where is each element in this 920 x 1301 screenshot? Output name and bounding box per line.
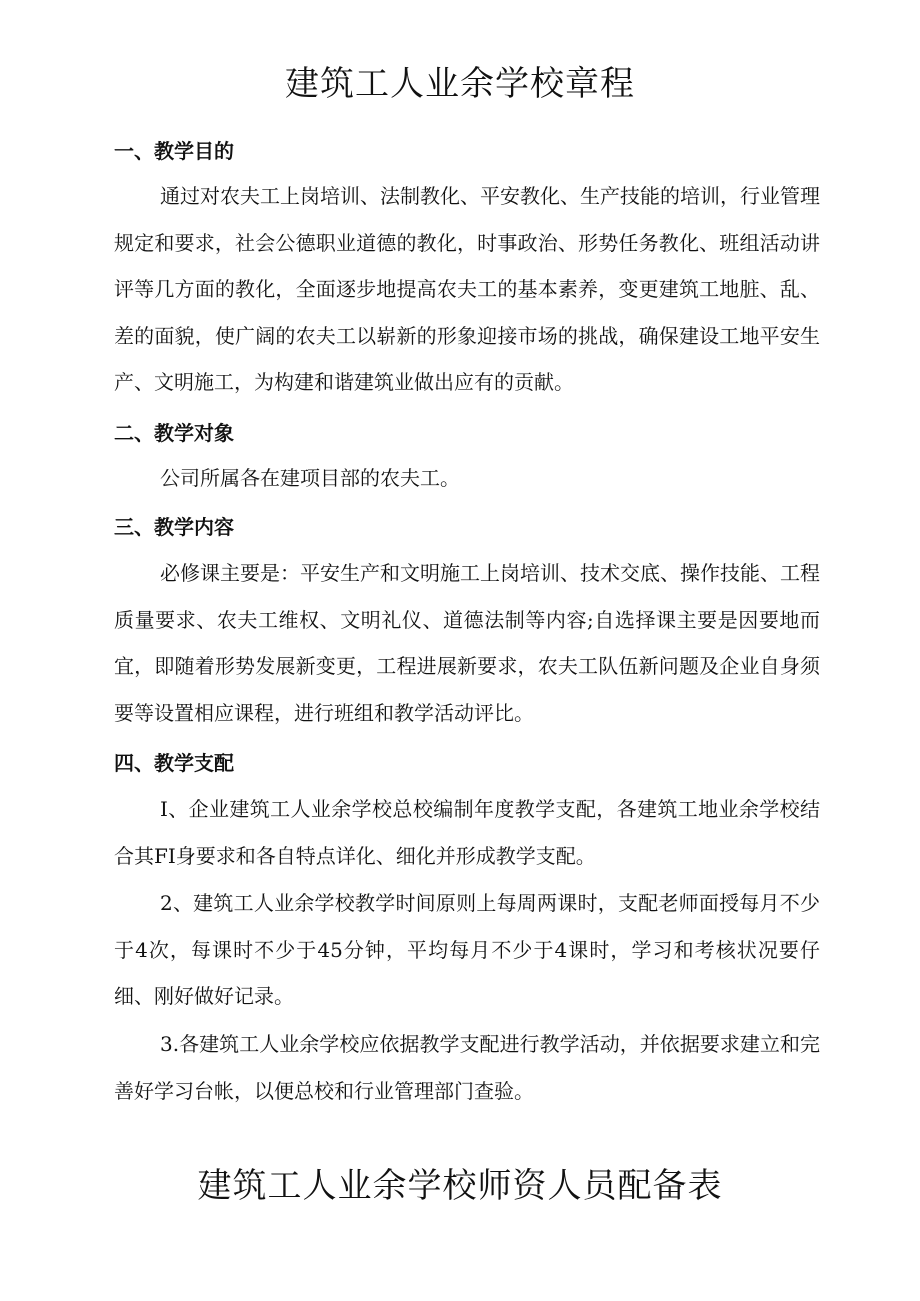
staffing-table-title: 建筑工人业余学校师资人员配备表 [197, 1166, 723, 1206]
section-paragraph: 2、建筑工人业余学校教学时间原则上每周两课时，支配老师面授每月不少于4次，每课时不少于45分钟，平均每月不少于4课时，学习和考核状况要仔细、刚好做好记录。 [114, 891, 820, 1008]
section-paragraph: 公司所属各在建项目部的农夫工。 [160, 466, 460, 490]
section-heading-audience: 二、教学对象 [114, 421, 234, 445]
section-heading-schedule: 四、教学支配 [114, 751, 234, 775]
section-paragraph: 通过对农夫工上岗培训、法制教化、平安教化、生产技能的培训，行业管理规定和要求，社会公德职业道德的教化，时事政治、形势任务教化、班组活动讲评等几方面的教化，全面逐步地提高农夫工的基本素养，变更建筑工地脏、乱、差的面貌，使广阔的农夫工以崭新的形象迎接市场的挑战，确保建设工地平安生产、文明施工，为构建和谐建筑业做出应有的贡献。 [114, 184, 820, 394]
section-paragraph: 必修课主要是：平安生产和文明施工上岗培训、技术交底、操作技能、工程质量要求、农夫工维权、文明礼仪、道德法制等内容;自选择课主要是因要地而宜，即随着形势发展新变更，工程进展新要求，农夫工队伍新问题及企业自身须要等设置相应课程，进行班组和教学活动评比。 [114, 561, 820, 725]
section-heading-purpose: 一、教学目的 [114, 139, 234, 163]
section-heading-content: 三、教学内容 [114, 515, 234, 539]
section-paragraph: I、企业建筑工人业余学校总校编制年度教学支配，各建筑工地业余学校结合其FI身要求和各自特点详化、细化并形成教学支配。 [114, 797, 820, 868]
document-title: 建筑工人业余学校章程 [285, 64, 635, 104]
section-paragraph: 3.各建筑工人业余学校应依据教学支配进行教学活动，并依据要求建立和完善好学习台帐，以便总校和行业管理部门查验。 [114, 1032, 820, 1103]
